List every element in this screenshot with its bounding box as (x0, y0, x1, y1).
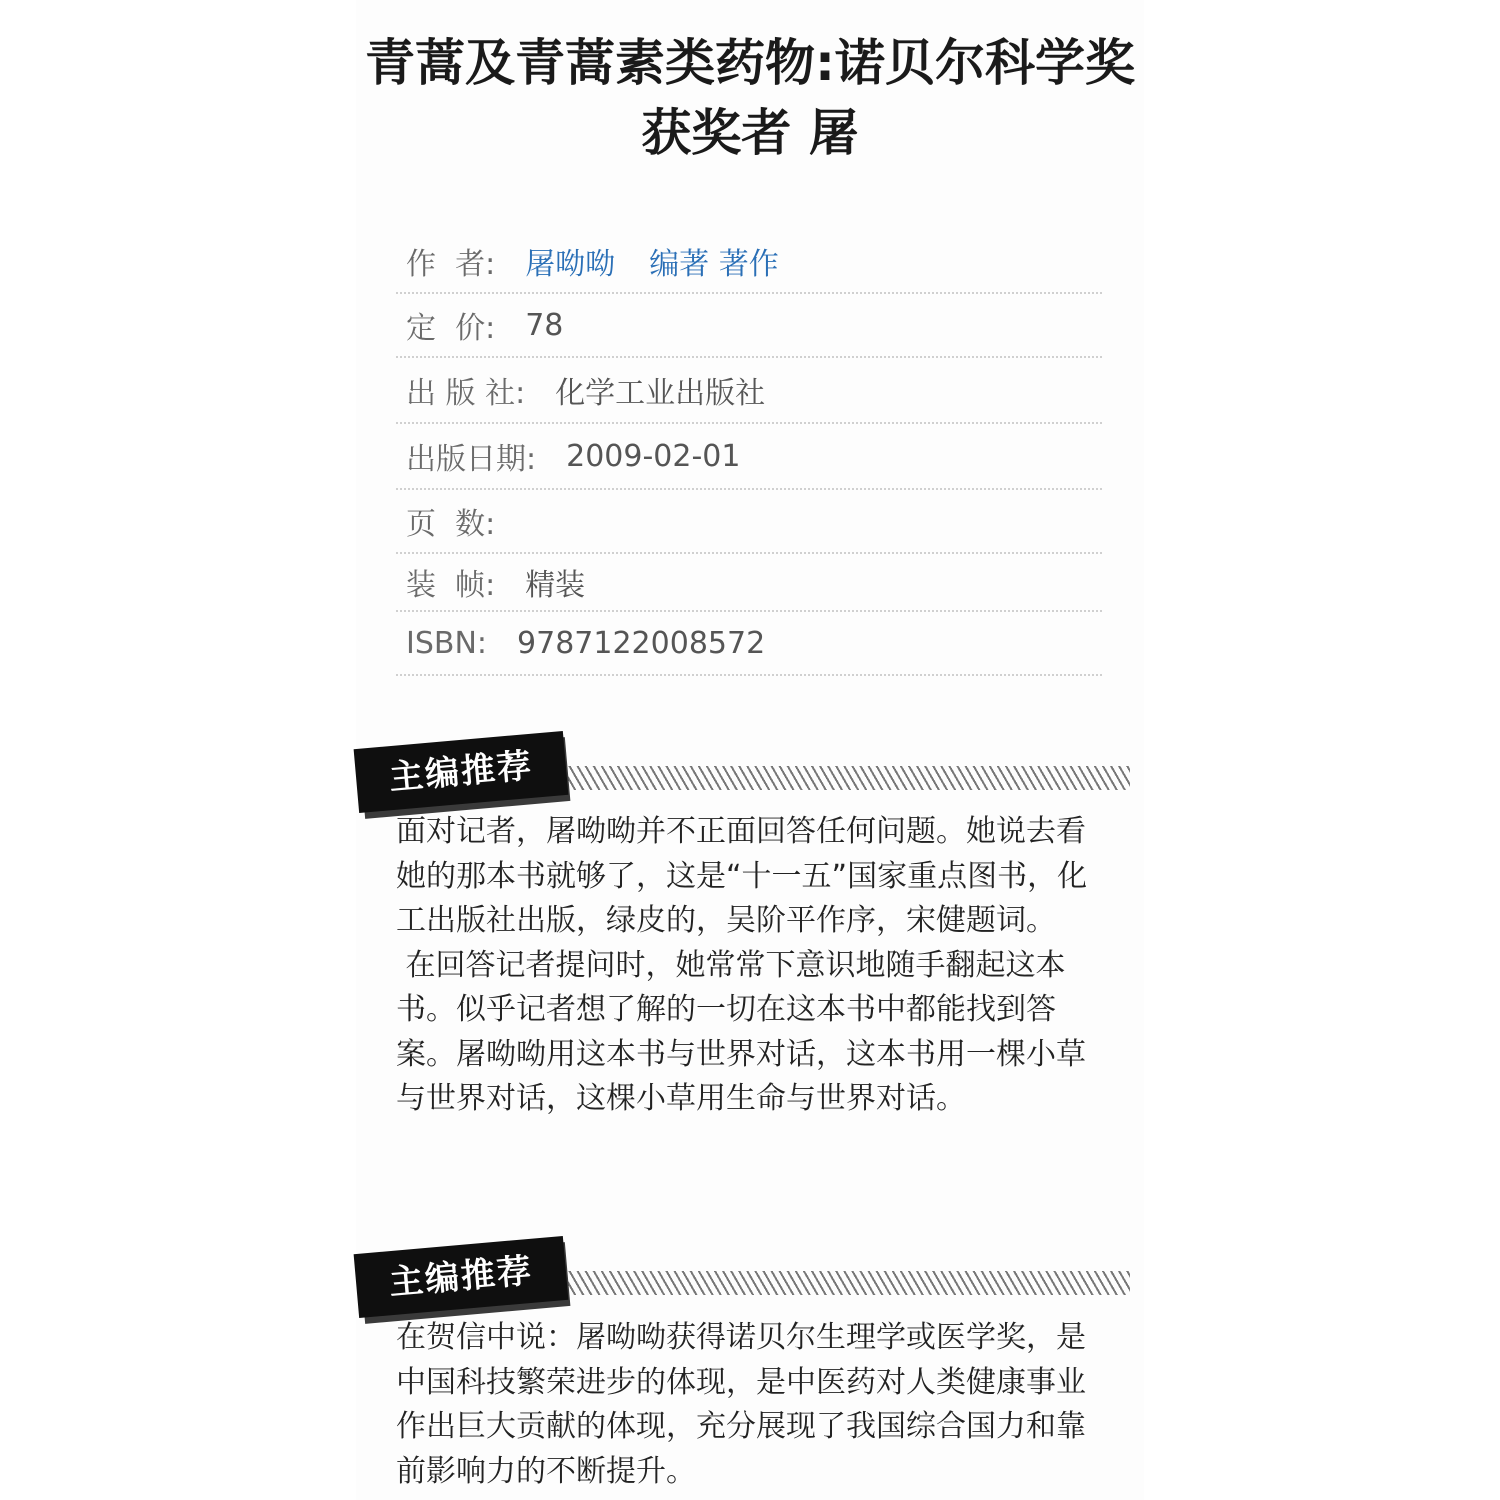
section-badge: 主编推荐 (354, 731, 569, 813)
publish-date-value: 2009-02-01 (566, 438, 741, 474)
info-row-binding (396, 554, 1102, 612)
section-1-paragraph-2: 在回答记者提问时，她常常下意识地随手翻起这本书。似乎记者想了解的一切在这本书中都能找到答案。屠呦呦用这本书与世界对话，这本书用一棵小草与世界对话，这棵小草用生命与世界对话。 (396, 947, 1086, 1116)
info-row-price (396, 294, 1102, 358)
author-name-link[interactable]: 屠呦呦 (525, 247, 616, 282)
info-row-publish-date (396, 424, 1102, 490)
isbn-label: ISBN: (406, 625, 488, 661)
info-row-author (396, 230, 1102, 294)
publish-date-label: 出版日期: (406, 442, 537, 477)
publisher-label: 出 版 社: (406, 376, 526, 411)
binding-value: 精装 (525, 568, 586, 603)
isbn-value: 9787122008572 (517, 625, 766, 661)
hatch-divider (566, 1271, 1130, 1295)
product-detail-page (356, 0, 1144, 1500)
publisher-value: 化学工业出版社 (555, 376, 766, 411)
info-row-isbn (396, 612, 1102, 676)
section-body-2 (396, 1316, 1106, 1494)
book-info-table (396, 230, 1102, 676)
section-1-paragraph-1: 面对记者，屠呦呦并不正面回答任何问题。她说去看她的那本书就够了，这是“十一五”国家重点图书，化工出版社出版，绿皮的，吴阶平作序，宋健题词。 (396, 814, 1088, 938)
hatch-divider (566, 766, 1130, 790)
price-label: 定 价: (406, 311, 496, 346)
pages-label: 页 数: (406, 507, 496, 542)
section-badge: 主编推荐 (354, 1236, 569, 1318)
book-title: 青蒿及青蒿素类药物:诺贝尔科学奖获奖者 屠 (365, 34, 1135, 162)
section-2-paragraph-1: 在贺信中说：屠呦呦获得诺贝尔生理学或医学奖，是中国科技繁荣进步的体现，是中医药对人类健康事业作出巨大贡献的体现，充分展现了我国综合国力和靠前影响力的不断提升。 (396, 1320, 1086, 1489)
author-role[interactable]: 编著 著作 (649, 247, 779, 282)
info-row-pages (396, 490, 1102, 554)
price-value: 78 (525, 307, 564, 343)
info-row-publisher (396, 358, 1102, 424)
binding-label: 装 帧: (406, 568, 496, 603)
section-body-1 (396, 810, 1106, 1122)
author-label: 作 者: (406, 247, 496, 282)
